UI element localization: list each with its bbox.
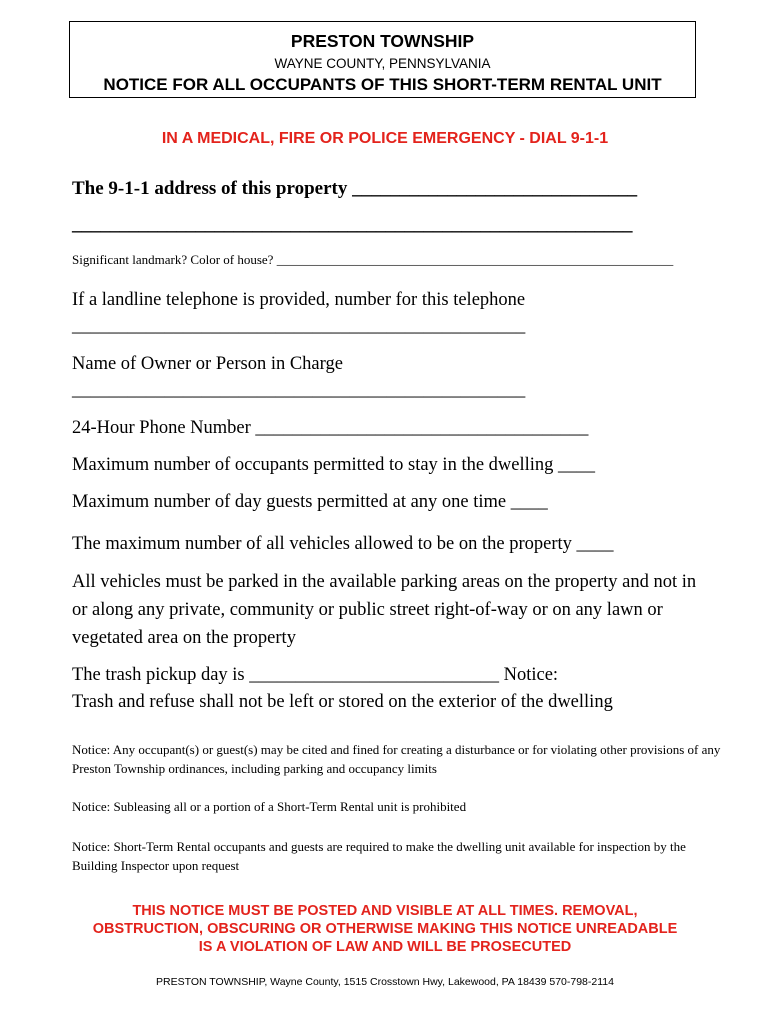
posting-warning: [0, 902, 770, 956]
emergency-heading: IN A MEDICAL, FIRE OR POLICE EMERGENCY - DIAL 9-1-1: [161, 130, 609, 147]
trash-rule: Trash and refuse shall not be left or stored on the exterior of the dwelling: [72, 692, 613, 712]
warning-line-2: OBSTRUCTION, OBSCURING OR OTHERWISE MAKING THIS NOTICE UNREADABLE: [92, 921, 678, 937]
landline-label: If a landline telephone is provided, number for this telephone: [72, 290, 526, 310]
phone-24hr-field: 24-Hour Phone Number ____________________________________: [72, 418, 589, 438]
owner-label: Name of Owner or Person in Charge: [72, 354, 343, 374]
warning-line-1: THIS NOTICE MUST BE POSTED AND VISIBLE AT ALL TIMES. REMOVAL,: [132, 903, 638, 919]
trash-day-field: The trash pickup day is ___________________________ Notice:: [72, 665, 559, 685]
township-title: PRESTON TOWNSHIP: [290, 31, 475, 51]
notice-inspection: Notice: Short-Term Rental occupants and guests are required to make the dwelling unit available for inspection by the Building Inspector upon request: [72, 839, 686, 873]
landline-blank: _________________________________________________: [72, 316, 526, 336]
max-vehicles-field: The maximum number of all vehicles allowed to be on the property ____: [72, 534, 614, 554]
max-day-guests-field: Maximum number of day guests permitted at any one time ____: [72, 492, 548, 512]
max-occupants-field: Maximum number of occupants permitted to stay in the dwelling ____: [72, 455, 596, 475]
notice-title: NOTICE FOR ALL OCCUPANTS OF THIS SHORT-TERM RENTAL UNIT: [103, 75, 662, 94]
parking-rule: All vehicles must be parked in the available parking areas on the property and not in or along any private, community or public street right-of-way or on any lawn or vegetated area on the property: [72, 572, 697, 648]
owner-blank: _________________________________________________: [72, 380, 526, 400]
landmark-field: Significant landmark? Color of house? _____________________________________________________________: [72, 252, 674, 267]
address-field: The 9-1-1 address of this property ______________________________: [72, 178, 638, 199]
header-box: [69, 21, 696, 98]
footer-address: PRESTON TOWNSHIP, Wayne County, 1515 Crosstown Hwy, Lakewood, PA 18439 570-798-2114: [156, 976, 614, 988]
county-subtitle: WAYNE COUNTY, PENNSYLVANIA: [274, 56, 491, 71]
notice-disturbance: Notice: Any occupant(s) or guest(s) may be cited and fined for creating a disturbance or for violating other provisions of any Preston Township ordinances, including parking and occupancy limits: [72, 742, 721, 776]
address-continuation-line: ___________________________________________________________: [72, 214, 633, 235]
notice-subleasing: Notice: Subleasing all or a portion of a Short-Term Rental unit is prohibited: [72, 799, 467, 814]
warning-line-3: IS A VIOLATION OF LAW AND WILL BE PROSECUTED: [198, 939, 572, 955]
